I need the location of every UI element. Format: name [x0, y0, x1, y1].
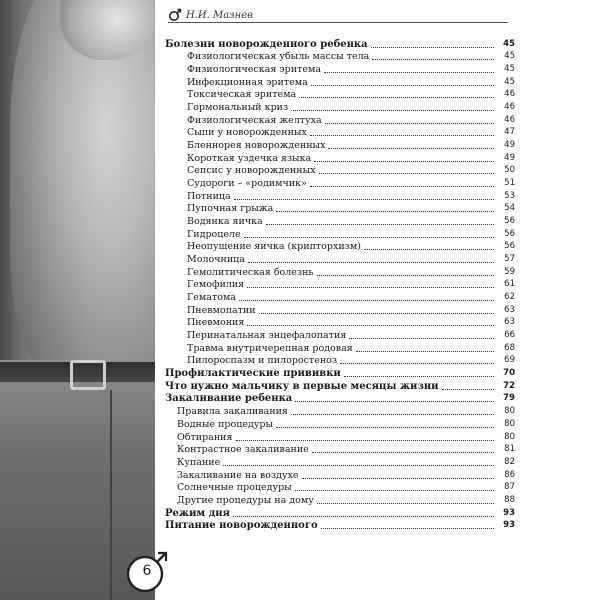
- toc-dot-leader: [310, 135, 494, 136]
- toc-dot-leader: [324, 72, 494, 73]
- toc-entry-title: Гемофилия: [187, 279, 245, 291]
- toc-entry-title: Контрастное закаливание: [177, 444, 309, 456]
- toc-dot-leader: [276, 211, 494, 212]
- toc-entry-title: Инфекционная эритема: [187, 76, 308, 88]
- toc-entry-title: Физиологическая убыль массы тела: [187, 51, 370, 63]
- toc-dot-leader: [299, 97, 494, 98]
- toc-entry: [165, 164, 515, 177]
- toc-entry-title: Токсическая эритема: [187, 89, 297, 101]
- cover-photo: [0, 0, 155, 600]
- toc-entry-title: Обтирания: [177, 431, 233, 443]
- toc-entry: [165, 316, 515, 329]
- toc-entry-page: 54: [504, 203, 515, 214]
- toc-entry-page: 51: [504, 178, 515, 189]
- toc-dot-leader: [295, 490, 494, 491]
- toc-entry-title: Другие процедуры на дому: [177, 494, 314, 506]
- toc-entry-title: Молочница: [187, 254, 245, 266]
- toc-entry-page: 82: [504, 456, 515, 467]
- toc-entry: [165, 176, 515, 189]
- toc-entry-page: 46: [504, 114, 515, 125]
- toc-entry-title: Гематома: [187, 292, 236, 304]
- toc-entry-page: 57: [504, 254, 515, 265]
- toc-entry-title: Болезни новорожденного ребенка: [165, 38, 368, 50]
- toc-entry: [165, 354, 515, 367]
- photo-belt-buckle: [70, 360, 106, 390]
- toc-entry-page: 50: [504, 165, 515, 176]
- toc-entry-title: Правила закаливания: [177, 406, 288, 418]
- toc-entry: [165, 392, 515, 405]
- toc-dot-leader: [234, 199, 494, 200]
- toc-entry-title: Пилороспазм и пилоростеноз: [187, 355, 338, 367]
- toc-entry-page: 56: [504, 216, 515, 227]
- toc-entry: [165, 430, 515, 443]
- toc-dot-leader: [372, 59, 494, 60]
- toc-entry: [165, 379, 515, 392]
- toc-entry-page: 56: [504, 241, 515, 252]
- toc-entry-title: Закаливание ребенка: [165, 393, 293, 405]
- toc-dot-leader: [247, 287, 494, 288]
- toc-entry-page: 45: [504, 51, 515, 62]
- toc-entry: [165, 506, 515, 519]
- toc-entry-title: Режим дня: [165, 507, 230, 519]
- toc-entry-page: 47: [504, 127, 515, 138]
- toc-entry: [165, 455, 515, 468]
- toc-entry-title: Водные процедуры: [177, 418, 274, 430]
- toc-dot-leader: [317, 275, 494, 276]
- toc-entry-page: 45: [504, 64, 515, 75]
- toc-entry-title: Гидроцеле: [187, 228, 241, 240]
- toc-entry-page: 69: [504, 355, 515, 366]
- toc-entry: [165, 240, 515, 253]
- toc-entry-title: Сепсис у новорожденных: [187, 165, 316, 177]
- toc-dot-leader: [259, 313, 494, 314]
- toc-entry-title: Пневмония: [187, 317, 245, 329]
- page-number: 6: [142, 563, 152, 579]
- toc-entry-page: 80: [504, 406, 515, 417]
- toc-entry-page: 72: [503, 380, 515, 391]
- toc-entry: [165, 202, 515, 215]
- toc-entry-title: Физиологическая желтуха: [187, 114, 322, 126]
- toc-dot-leader: [247, 325, 494, 326]
- toc-dot-leader: [312, 452, 494, 453]
- toc-dot-leader: [340, 363, 494, 364]
- toc-entry-page: 49: [504, 152, 515, 163]
- toc-dot-leader: [311, 85, 494, 86]
- toc-entry-title: Перинатальная энцефалопатия: [187, 330, 347, 342]
- toc-entry: [165, 126, 515, 139]
- toc-entry-page: 70: [503, 368, 515, 379]
- toc-entry: [165, 227, 515, 240]
- toc-entry: [165, 481, 515, 494]
- toc-entry: [165, 252, 515, 265]
- toc-entry: [165, 50, 515, 63]
- toc-dot-leader: [319, 173, 494, 174]
- toc-dot-leader: [314, 161, 494, 162]
- toc-entry-title: Травма внутричерепная родовая: [187, 342, 353, 354]
- toc-entry: [165, 62, 515, 75]
- toc-dot-leader: [325, 123, 494, 124]
- photo-torso: [10, 0, 155, 380]
- toc-dot-leader: [248, 262, 494, 263]
- table-of-contents: [165, 37, 515, 531]
- toc-dot-leader: [371, 47, 494, 48]
- toc-entry: [165, 138, 515, 151]
- toc-dot-leader: [244, 237, 494, 238]
- toc-entry-page: 63: [504, 304, 515, 315]
- toc-entry-title: Пупочная грыжа: [187, 203, 274, 215]
- toc-entry-page: 81: [504, 444, 515, 455]
- toc-entry: [165, 328, 515, 341]
- toc-dot-leader: [364, 249, 494, 250]
- toc-entry-page: 68: [504, 342, 515, 353]
- toc-entry-page: 59: [504, 266, 515, 277]
- toc-entry-page: 79: [503, 393, 515, 404]
- toc-entry-page: 63: [504, 317, 515, 328]
- toc-entry: [165, 88, 515, 101]
- toc-dot-leader: [356, 351, 494, 352]
- toc-entry: [165, 113, 515, 126]
- toc-entry: [165, 493, 515, 506]
- toc-entry: [165, 75, 515, 88]
- toc-entry-page: 56: [504, 228, 515, 239]
- header-rule: [168, 22, 508, 23]
- toc-entry-title: Что нужно мальчику в первые месяцы жизни: [165, 380, 439, 392]
- toc-entry: [165, 404, 515, 417]
- running-header-author: Н.И. Мазнев: [186, 10, 253, 21]
- toc-dot-leader: [266, 224, 494, 225]
- toc-dot-leader: [295, 401, 494, 402]
- toc-entry-title: Гемолитическая болезнь: [187, 266, 314, 278]
- toc-dot-leader: [276, 427, 494, 428]
- toc-entry: [165, 290, 515, 303]
- toc-dot-leader: [302, 478, 494, 479]
- toc-entry-title: Физиологическая эритема: [187, 64, 322, 76]
- photo-jeans-seam: [110, 390, 112, 600]
- toc-dot-leader: [328, 148, 494, 149]
- toc-dot-leader: [233, 516, 494, 517]
- toc-entry-page: 45: [504, 76, 515, 87]
- toc-entry-page: 46: [504, 89, 515, 100]
- toc-entry-page: 80: [504, 431, 515, 442]
- toc-dot-leader: [223, 465, 494, 466]
- toc-entry-title: Водянка яичка: [187, 216, 263, 228]
- toc-dot-leader: [349, 338, 494, 339]
- toc-dot-leader: [310, 186, 494, 187]
- toc-entry-title: Профилактические прививки: [165, 368, 341, 380]
- toc-entry: [165, 443, 515, 456]
- toc-entry: [165, 366, 515, 379]
- toc-entry-page: 93: [503, 507, 515, 518]
- toc-entry: [165, 100, 515, 113]
- toc-entry: [165, 519, 515, 532]
- toc-entry: [165, 214, 515, 227]
- toc-dot-leader: [291, 414, 494, 415]
- toc-dot-leader: [344, 376, 494, 377]
- toc-dot-leader: [239, 300, 494, 301]
- toc-entry-page: 62: [504, 292, 515, 303]
- toc-entry-title: Бленнорея новорожденных: [187, 140, 326, 152]
- toc-entry-title: Судороги – «родимчик»: [187, 178, 307, 190]
- toc-dot-leader: [321, 528, 494, 529]
- toc-entry-title: Питание новорожденного: [165, 520, 318, 532]
- toc-entry: [165, 468, 515, 481]
- toc-dot-leader: [291, 110, 494, 111]
- toc-entry: [165, 37, 515, 50]
- toc-entry-page: 53: [504, 190, 515, 201]
- toc-entry-page: 88: [504, 494, 515, 505]
- toc-entry-title: Гормональный криз: [187, 102, 289, 114]
- toc-entry-title: Солнечные процедуры: [177, 482, 292, 494]
- toc-entry-page: 80: [504, 418, 515, 429]
- male-symbol-icon: [168, 8, 182, 22]
- toc-entry-page: 61: [504, 279, 515, 290]
- toc-entry: [165, 417, 515, 430]
- toc-entry-page: 66: [504, 330, 515, 341]
- toc-entry-page: 93: [503, 520, 515, 531]
- toc-entry-page: 87: [504, 482, 515, 493]
- toc-entry: [165, 278, 515, 291]
- toc-dot-leader: [236, 440, 495, 441]
- toc-entry-page: 86: [504, 469, 515, 480]
- toc-entry: [165, 151, 515, 164]
- toc-entry: [165, 189, 515, 202]
- toc-dot-leader: [442, 389, 494, 390]
- toc-entry-title: Купание: [177, 456, 221, 468]
- toc-entry-page: 46: [504, 102, 515, 113]
- toc-dot-leader: [317, 503, 494, 504]
- toc-entry-page: 45: [503, 38, 515, 49]
- toc-entry-page: 49: [504, 140, 515, 151]
- toc-entry-title: Сыпи у новорожденных: [187, 127, 307, 139]
- toc-entry-title: Неопущение яичка (крипторхизм): [187, 241, 361, 253]
- toc-entry-title: Пневмопатии: [187, 304, 256, 316]
- toc-entry-title: Закаливание на воздухе: [177, 469, 299, 481]
- toc-entry: [165, 303, 515, 316]
- toc-entry-title: Потница: [187, 190, 231, 202]
- toc-entry: [165, 341, 515, 354]
- toc-entry-title: Короткая уздечка языка: [187, 152, 312, 164]
- toc-entry: [165, 265, 515, 278]
